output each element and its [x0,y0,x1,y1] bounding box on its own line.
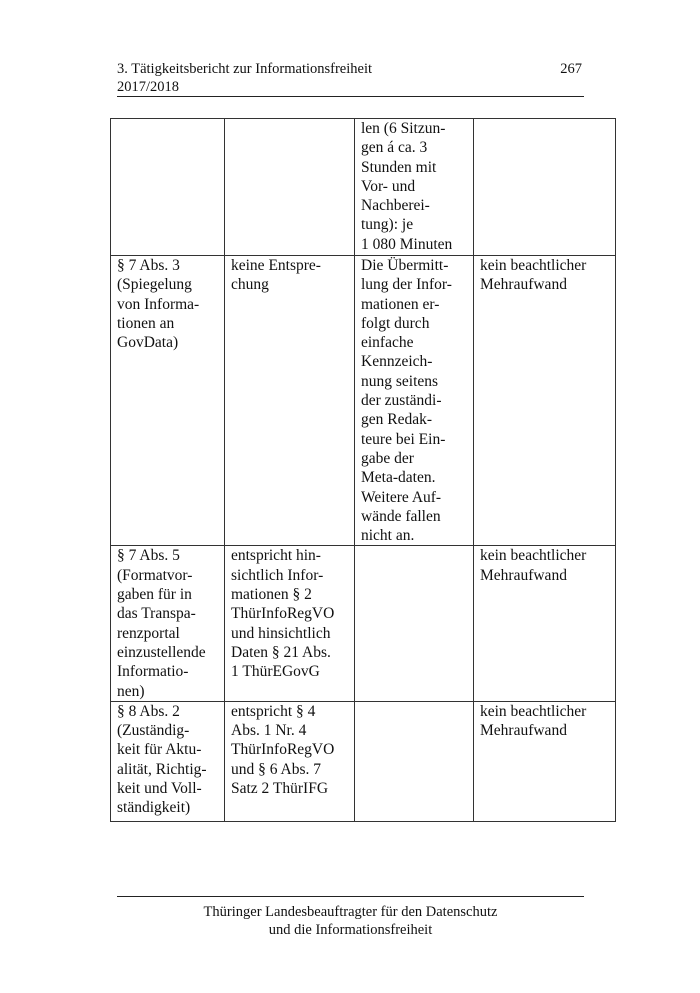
table-row [111,546,616,701]
header-title: 3. Tätigkeitsbericht zur Informationsfreiheit 2017/2018 [117,61,373,95]
footer-text: Thüringer Landesbeauftragter für den Datenschutz und die Informationsfreiheit [203,904,498,938]
table-cell: § 8 Abs. 2 (Zuständig- keit für Aktu- alität, Richtig- keit und Voll- ständigkeit) [111,701,225,821]
table-cell: kein beachtlicher Mehraufwand [474,256,616,546]
table-cell: entspricht hin- sichtlich Infor- mationen § 2 ThürInfoRegVO und hinsichtlich Daten § 21 Abs. 1 ThürEGovG [225,546,355,701]
table-cell [474,119,616,256]
table-cell [355,546,474,701]
table-cell [111,119,225,256]
table-cell: kein beachtlicher Mehraufwand [474,701,616,821]
requirements-table [110,118,616,822]
table-cell: keine Entspre- chung [225,256,355,546]
table-cell: Die Übermitt- lung der Infor- mationen er- folgt durch einfache Kennzeich- nung seitens der zuständi- gen Redak- teure bei Ein- gabe der Meta-daten. Weitere Auf- wände fallen nicht an. [355,256,474,546]
table-cell: entspricht § 4 Abs. 1 Nr. 4 ThürInfoRegVO und § 6 Abs. 7 Satz 2 ThürIFG [225,701,355,821]
table-cell [225,119,355,256]
table-cell: § 7 Abs. 3 (Spiegelung von Informa- tionen an GovData) [111,256,225,546]
table-cell: len (6 Sitzun- gen á ca. 3 Stunden mit Vor- und Nachberei- tung): je 1 080 Minuten [355,119,474,256]
table-cell [355,701,474,821]
table-row [111,119,616,256]
table-cell: kein beachtlicher Mehraufwand [474,546,616,701]
table-row [111,256,616,546]
page-footer [117,896,584,939]
table-cell: § 7 Abs. 5 (Formatvor- gaben für in das Transpa- renzportal einzustellende Informatio- nen) [111,546,225,701]
table-row [111,701,616,821]
page-number: 267 [560,61,582,77]
page-header [117,60,584,97]
